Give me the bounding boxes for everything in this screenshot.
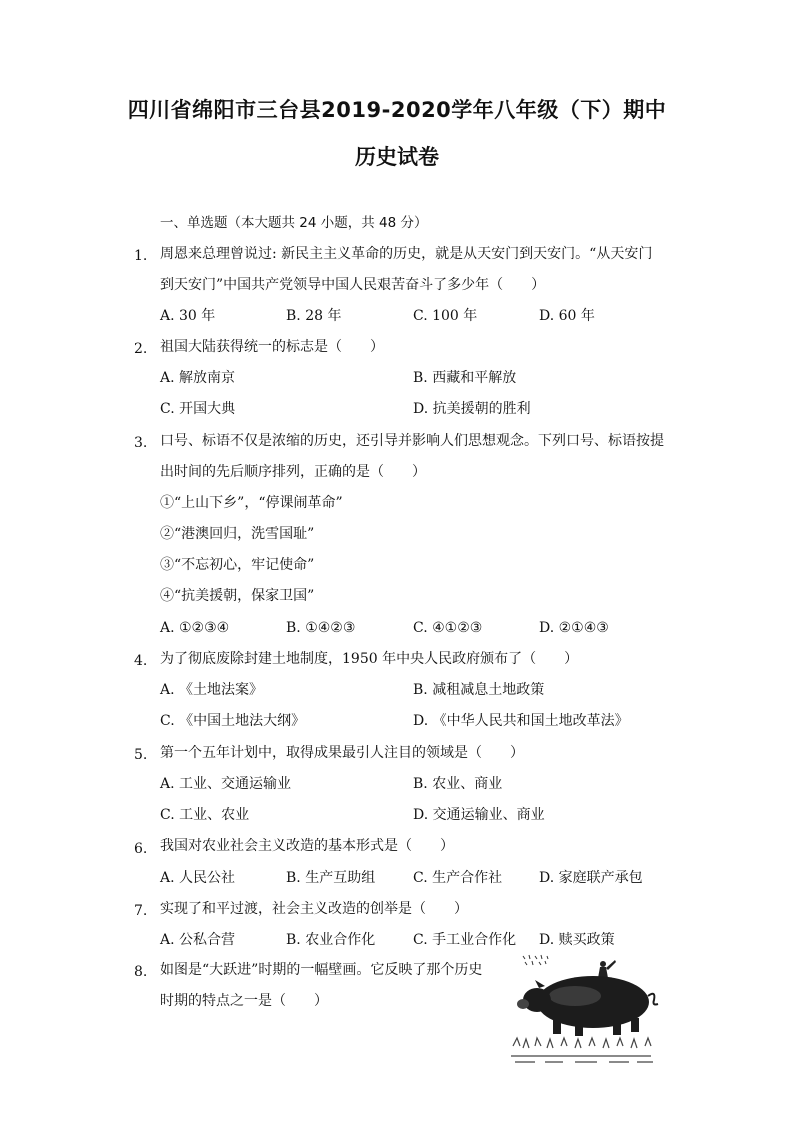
document-title-line1: 四川省绵阳市三台县2019-2020学年八年级（下）期中 [127,98,667,122]
option-d: D. 抗美援朝的胜利 [413,401,531,417]
statement-4: ④“抗美援朝，保家卫国” [160,588,315,604]
question-stem-line: 周恩来总理曾说过: 新民主主义革命的历史，就是从天安门到天安门。“从天安门 [160,246,653,262]
option-c: C. 100 年 [413,308,478,324]
option-c: C. 生产合作社 [413,870,503,886]
option-d: D. 《中华人民共和国土地改革法》 [413,713,629,729]
question-number: 4. [134,653,148,669]
option-b: B. 西藏和平解放 [413,370,517,386]
option-a: A. 人民公社 [160,870,236,886]
question-stem-line: 第一个五年计划中，取得成果最引人注目的领域是（ ） [160,745,524,761]
question-stem-line: 实现了和平过渡，社会主义改造的创举是（ ） [160,901,468,917]
option-b: B. 28 年 [286,308,342,324]
question-number: 8. [134,964,148,980]
question-stem-line: 时期的特点之一是（ ） [160,993,328,1009]
statement-2: ②“港澳回归，洗雪国耻” [160,526,315,542]
section-header: 一、单选题（本大题共 24 小题，共 48 分） [160,215,428,231]
option-a: A. 工业、交通运输业 [160,776,292,792]
question-stem-line: 口号、标语不仅是浓缩的历史，还引导并影响人们思想观念。下列口号、标语按提 [160,433,664,449]
option-b: B. 农业合作化 [286,932,376,948]
option-d: D. 家庭联产承包 [539,870,643,886]
option-c: C. 手工业合作化 [413,932,517,948]
option-b: B. 农业、商业 [413,776,503,792]
option-d: D. 60 年 [539,308,595,324]
option-c: C. 开国大典 [160,401,236,417]
question-stem-line: 我国对农业社会主义改造的基本形式是（ ） [160,838,454,854]
question-number: 6. [134,841,148,857]
question-stem-line: 为了彻底废除封建土地制度，1950 年中央人民政府颁布了（ ） [160,651,579,667]
option-d: D. 赎买政策 [539,932,615,948]
question-number: 7. [134,903,148,919]
question-number: 5. [134,747,148,763]
option-a: A. 30 年 [160,308,216,324]
option-b: B. 生产互助组 [286,870,376,886]
option-a: A. 《土地法案》 [160,682,264,698]
option-c: C. 《中国土地法大纲》 [160,713,306,729]
option-a: A. 解放南京 [160,370,236,386]
question-number: 1. [134,248,148,264]
mural-illustration [505,950,660,1068]
option-d: D. ②①④③ [539,620,609,636]
question-stem-line: 祖国大陆获得统一的标志是（ ） [160,339,384,355]
statement-1: ①“上山下乡”，“停课闹革命” [160,495,343,511]
option-d: D. 交通运输业、商业 [413,807,545,823]
question-stem-line: 如图是“大跃进”时期的一幅壁画。它反映了那个历史 [160,962,483,978]
document-title-line2: 历史试卷 [355,145,439,169]
question-number: 3. [134,435,148,451]
option-b: B. ①④②③ [286,620,356,636]
question-number: 2. [134,341,148,357]
option-b: B. 减租减息土地政策 [413,682,545,698]
option-a: A. ①②③④ [160,620,230,636]
option-a: A. 公私合营 [160,932,236,948]
option-c: C. 工业、农业 [160,807,250,823]
question-stem-line: 到天安门”中国共产党领导中国人民艰苦奋斗了多少年（ ） [160,277,546,293]
option-c: C. ④①②③ [413,620,483,636]
statement-3: ③“不忘初心，牢记使命” [160,557,315,573]
question-stem-line: 出时间的先后顺序排列，正确的是（ ） [160,464,426,480]
